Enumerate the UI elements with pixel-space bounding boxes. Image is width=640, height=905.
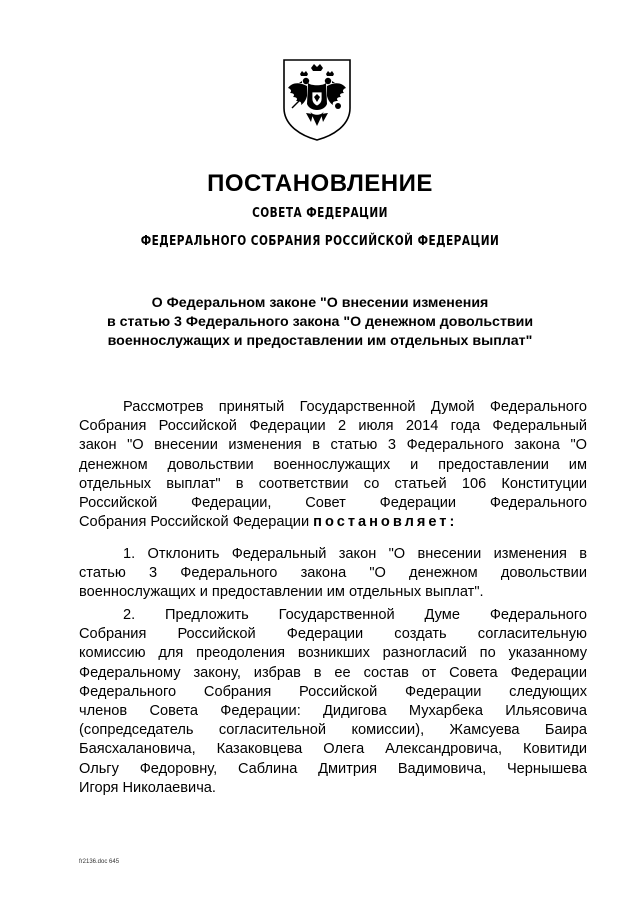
coat-of-arms-icon xyxy=(280,56,354,142)
resolution-subject xyxy=(0,294,640,351)
document-title: ПОСТАНОВЛЕНИЕ xyxy=(207,170,433,197)
document-code: fr2136.doc 645 xyxy=(79,859,120,865)
paragraph-line: отдельных выплат" в соответствии со статьей 106 Конституции xyxy=(79,475,587,492)
paragraph-line: Баясхалановича, Казаковцева Олега Александровича, Ковитиди xyxy=(79,741,587,758)
paragraph-line: Российской Федерации, Совет Федерации Федерального xyxy=(79,495,587,512)
paragraph-line: Ольгу Федоровну, Саблина Дмитрия Вадимовича, Чернышева xyxy=(79,760,587,777)
paragraph-line: статью 3 Федерального закона "О денежном довольствии xyxy=(79,565,587,582)
paragraph-line: Федеральному закону, избрав в ее состав от Совета Федерации xyxy=(79,664,587,681)
paragraph-line: (сопредседатель согласительной комиссии), Жамсуева Баира xyxy=(79,722,587,739)
paragraph-line: Собрания Российской Федерации создать согласительную xyxy=(79,626,587,643)
paragraph-line: военнослужащих и предоставлении им отдельных выплат". xyxy=(79,584,484,601)
paragraph-line: 1. Отклонить Федеральный закон "О внесении изменения в xyxy=(123,546,587,562)
item-2-paragraph xyxy=(79,606,587,798)
paragraph-line: Игоря Николаевича. xyxy=(79,779,216,796)
subject-line: в статью 3 Федерального закона "О денежном довольствии xyxy=(106,314,534,330)
paragraph-line: комиссию для преодоления возникших разногласий по указанному xyxy=(79,645,587,662)
paragraph-line: Собрания Российской Федерации 2 июля 2014 года Федеральный xyxy=(79,418,587,435)
paragraph-line: членов Совета Федерации: Дидигова Мухарбека Ильясовича xyxy=(79,703,587,720)
subject-line: О Федеральном законе "О внесении изменения xyxy=(151,295,489,311)
paragraph-line: денежном довольствии военнослужащих и предоставлении им xyxy=(79,456,587,473)
item-1-paragraph xyxy=(79,545,587,603)
paragraph-line xyxy=(79,513,587,532)
document-subtitle-line2: ФЕДЕРАЛЬНОГО СОБРАНИЯ РОССИЙСКОЙ ФЕДЕРАЦИИ xyxy=(140,233,500,249)
decision-word: постановляет: xyxy=(313,514,458,531)
paragraph-line: Федерального Собрания Российской Федерации следующих xyxy=(79,683,587,700)
paragraph-line: 2. Предложить Государственной Думе Федерального xyxy=(123,607,587,623)
intro-paragraph xyxy=(79,398,587,532)
paragraph-line: закон "О внесении изменения в статью 3 Федерального закона "О xyxy=(79,437,587,454)
paragraph-line-text: Собрания Российской Федерации xyxy=(79,514,310,531)
paragraph-line: Рассмотрев принятый Государственной Думой Федерального xyxy=(123,399,587,415)
subject-line: военнослужащих и предоставлении им отдельных выплат" xyxy=(107,333,533,349)
document-subtitle-line1: СОВЕТА ФЕДЕРАЦИИ xyxy=(252,205,388,221)
